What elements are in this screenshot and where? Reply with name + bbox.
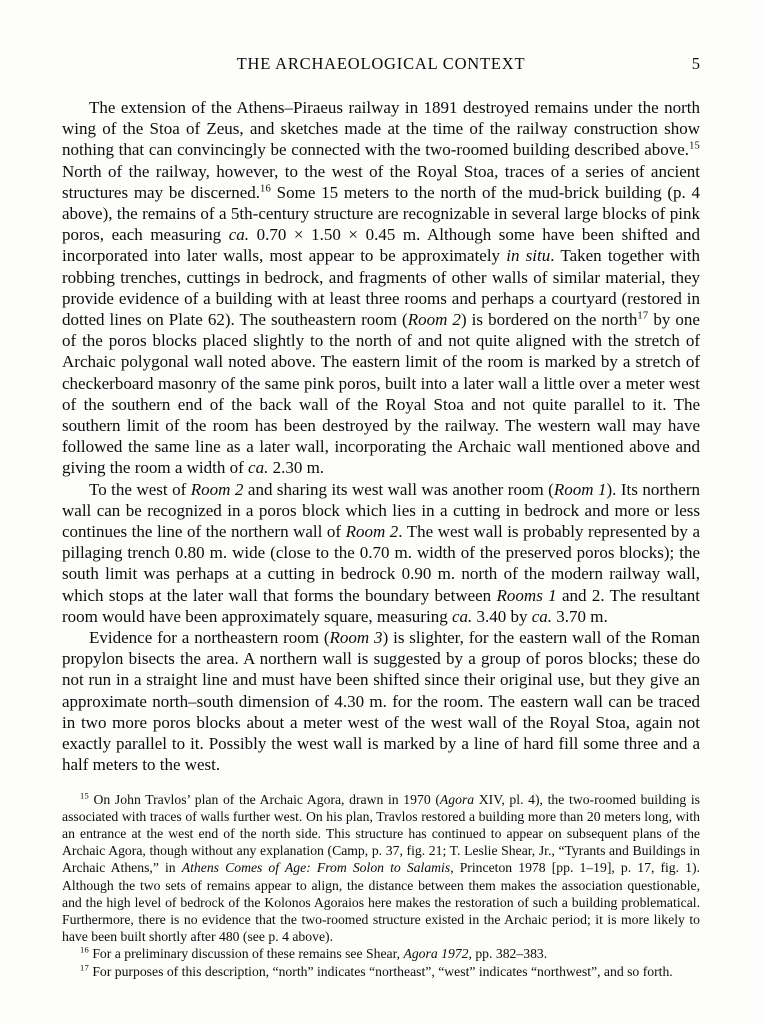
footnote-16 <box>62 945 700 962</box>
footnote-reference: 16 <box>260 183 271 195</box>
text-run: For purposes of this description, “north” indicates “northeast”, “west” indicates “northwest”, and so forth. <box>88 963 673 979</box>
footnote-reference: 17 <box>80 961 89 972</box>
text-run: XIV, pl. 4), the two-roomed building is associated with traces of walls further west. On his plan, Travlos restored a building more than 20 meters long, with an entrance at the west end of the north side. This structure has continued to appear on subsequent plans of the Archaic Agora, though without any explanation (Camp, p. 37, fig. 21; T. Leslie Shear, Jr., “Tyrants and Buildings in Archaic Athens,” in <box>62 791 700 876</box>
body-paragraph-room-1 <box>62 479 700 627</box>
body-paragraph-railway-extension <box>62 97 700 479</box>
italic-text: ca. <box>531 606 553 626</box>
footnote-15 <box>62 791 700 946</box>
text-run: The extension of the Athens–Piraeus railway in 1891 destroyed remains under the north wing of the Stoa of Zeus, and sketches made at the time of the railway construction show nothing that can convincingly be connected with the two-roomed building described above. <box>62 98 700 160</box>
text-run: . The west wall is probably represented by a pillaging trench 0.80 m. wide (close to the 0.70 m. width of the preserved poros blocks); the south limit was perhaps at a cutting in bedrock 0.90 m. north of the modern railway wall, which stops at the later wall that forms the boundary between <box>62 522 700 605</box>
italic-text: Athens Comes of Age: From Solon to Salamis <box>181 860 451 876</box>
italic-text: Room 2 <box>190 479 244 499</box>
text-run: , pp. 382–383. <box>468 946 548 962</box>
footnote-17 <box>62 963 700 980</box>
italic-text: ca. <box>228 225 250 245</box>
italic-text: Agora 1972 <box>403 946 469 962</box>
italic-text: Room 2 <box>407 310 461 330</box>
text-run: On John Travlos’ plan of the Archaic Agora, drawn in 1970 ( <box>88 791 440 807</box>
text-run: Some 15 meters to the north of the mud-brick building (p. 4 above), the remains of a 5th-century structure are recognizable in several large blocks of pink poros, each measuring <box>62 182 700 245</box>
footnote-reference: 16 <box>80 944 89 955</box>
text-run: North of the railway, however, to the west of the Royal Stoa, traces of a series of ancient structures may be discerned. <box>62 161 700 202</box>
text-run: ). Its northern wall can be recognized in a poros block which lies in a cutting in bedrock and more or less continues the line of the northern wall of <box>62 479 700 542</box>
running-head-title: THE ARCHAEOLOGICAL CONTEXT <box>236 54 526 73</box>
footnote-reference: 15 <box>689 140 700 152</box>
footnote-reference: 17 <box>637 310 649 322</box>
text-run: 3.70 m. <box>552 606 608 626</box>
text-run: ) is slighter, for the eastern wall of the Roman propylon bisects the area. A northern wall is suggested by a group of poros blocks; these do not run in a straight line and must have been shifted since their original use, but they give an approximate north–south dimension of 4.30 m. for the room. The eastern wall can be traced in two more poros blocks about a meter west of the west wall of the Royal Stoa, again not exactly parallel to it. Possibly the west wall is marked by a line of hard fill some three and a half meters to the west. <box>62 628 700 775</box>
text-run: . Taken together with robbing trenches, cuttings in bedrock, and fragments of other walls of similar material, they provide evidence of a building with at least three rooms and perhaps a courtyard (restored in dotted lines on Plate 62). The southeastern room ( <box>62 246 700 330</box>
text-run: and 2. The resultant room would have been approximately square, measuring <box>62 585 700 626</box>
italic-text: Room 2 <box>345 522 399 542</box>
text-run: by one of the poros blocks placed slightly to the north of and not quite aligned with the stretch of Archaic polygonal wall noted above. The eastern limit of the room is marked by a stretch of checkerboard masonry of the same pink poros, built into a later wall a little over a meter west of the southern end of the back wall of the Royal Stoa and not quite parallel to it. The southern limit of the room has been destroyed by the railway. The western wall may have followed the same line as a later wall, incorporating the Archaic wall mentioned above and giving the room a width of <box>62 310 700 478</box>
body-paragraph-room-3 <box>62 627 700 775</box>
italic-text: ca. <box>248 458 269 478</box>
italic-text: in situ <box>506 246 551 266</box>
text-run: ) is bordered on the north <box>460 310 638 330</box>
main-text-block <box>62 97 700 776</box>
text-run: 0.70 × 1.50 × 0.45 m. Although some have been shifted and incorporated into later walls, most appear to be approximately <box>62 225 700 266</box>
footnote-reference: 15 <box>80 789 89 800</box>
italic-text: Agora <box>439 791 475 807</box>
italic-text: Room 3 <box>329 628 383 648</box>
text-run: To the west of <box>89 479 191 499</box>
footnotes-section <box>62 791 700 980</box>
running-head <box>62 54 700 74</box>
page-number: 5 <box>691 54 700 73</box>
text-run: , Princeton 1978 [pp. 1–19], p. 17, fig. 1). Although the two sets of remains appear to align, the distance between them makes the association questionable, and the high level of bedrock of the Kolonos Agoraios here makes the restoration of such a building problematical. Furthermore, there is no evidence that the two-roomed structure existed in the Archaic period; it is more likely to have been built shortly after 480 (see p. 4 above). <box>62 860 700 945</box>
text-run: Evidence for a northeastern room ( <box>89 628 330 648</box>
italic-text: Rooms 1 <box>496 585 557 605</box>
text-run: For a preliminary discussion of these remains see Shear, <box>88 946 404 962</box>
text-run: 2.30 m. <box>268 458 325 478</box>
text-run: 3.40 by <box>472 606 532 626</box>
italic-text: Room 1 <box>553 479 607 499</box>
italic-text: ca. <box>451 606 473 626</box>
text-run: and sharing its west wall was another room ( <box>243 479 554 499</box>
